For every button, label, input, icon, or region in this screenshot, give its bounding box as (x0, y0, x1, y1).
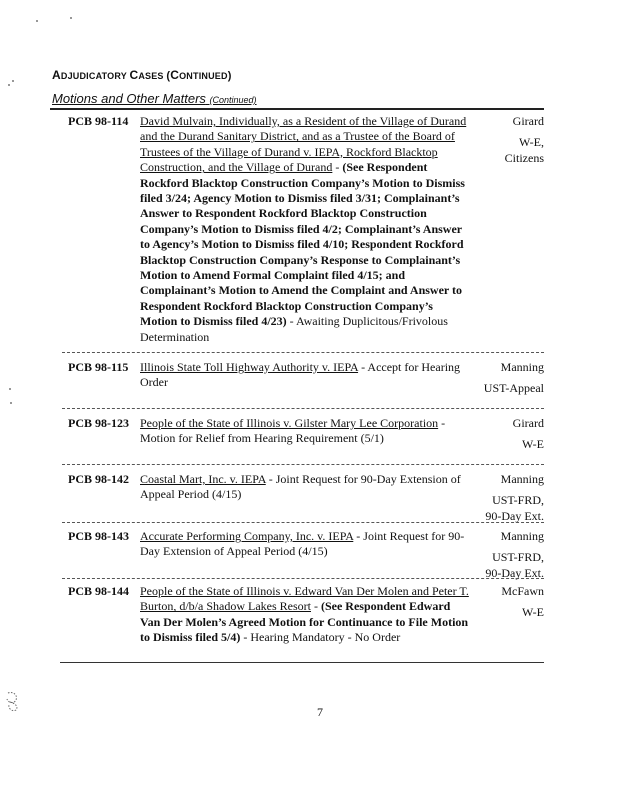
scan-speck (70, 17, 72, 19)
case-category: UST-FRD, (492, 550, 544, 565)
hearing-officer: McFawn (501, 584, 544, 598)
case-description: Accurate Performing Company, Inc. v. IEPA - Joint Request for 90-Day Extension of Appeal Period (4/15) (140, 529, 465, 559)
case-meta (472, 529, 544, 581)
case-filings: (See Respondent Edward Van Der Molen’s Agreed Motion for Continuance to File Motion to Dismiss filed 5/4) (140, 599, 469, 645)
case-description: Illinois State Toll Highway Authority v. IEPA - Accept for Hearing Order (140, 360, 461, 390)
case-description: People of the State of Illinois v. Edward Van Der Molen and Peter T. Burton, d/b/a Shadow Lakes Resort - (See Respondent Edward Van Der Molen’s Agreed Motion for Continuance to File Motion to Dismiss filed 5/4) - Hearing Mandatory - No Order (140, 584, 469, 645)
case-status: Accept for Hearing Order (140, 360, 461, 390)
case-number: PCB 98-115 (68, 360, 129, 374)
subheader-continued: (Continued) (209, 95, 257, 105)
case-category: UST-Appeal (483, 381, 544, 396)
case-entry (50, 584, 544, 648)
case-filings: (See Respondent Rockford Blacktop Construction Company’s Motion to Dismiss filed 3/24; Agency Motion to Dismiss filed 3/31; Complainant’s Answer to Respondent Rockford Blacktop Construction Company’s Motion to Dismiss filed 4/2; Complainant’s Answer to Agency’s Motion to Dismiss filed 4/10; Respondent Rockford Blacktop Construction Company’s Response to Complainant’s Motion to Amend Formal Complaint filed 4/15; and Complainant’s Motion to Amend the Complaint and Answer to Respondent Rockford Blacktop Construction Company’s Motion to Dismiss filed 4/23) (140, 160, 465, 329)
case-status: - Awaiting Duplicitous/Frivolous Determination (140, 314, 448, 344)
scan-speck (9, 388, 11, 390)
case-status: Joint Request for 90-Day Extension of Appeal Period (4/15) (140, 472, 461, 502)
case-title: People of the State of Illinois v. Edward Van Der Molen and Peter T. Burton, d/b/a Shadow Lakes Resort (140, 584, 469, 614)
case-description: Coastal Mart, Inc. v. IEPA - Joint Request for 90-Day Extension of Appeal Period (4/15) (140, 472, 461, 502)
case-entry (50, 360, 544, 394)
hearing-officer: Manning (500, 360, 544, 374)
section-subheader (52, 91, 542, 106)
case-number: PCB 98-114 (68, 114, 129, 128)
hearing-officer: Manning (500, 472, 544, 486)
scan-speck (12, 80, 14, 82)
case-meta (472, 114, 544, 166)
page-number: 7 (317, 705, 323, 719)
scan-speck (8, 84, 10, 86)
case-number: PCB 98-143 (68, 529, 129, 543)
case-meta (472, 472, 544, 524)
scan-speck (10, 402, 12, 404)
case-number: PCB 98-142 (68, 472, 129, 486)
case-entry (50, 529, 544, 580)
case-title: Coastal Mart, Inc. v. IEPA (140, 472, 266, 486)
case-separator (62, 578, 544, 579)
case-separator (62, 408, 544, 409)
hearing-officer: Girard (512, 114, 544, 128)
case-title: Accurate Performing Company, Inc. v. IEPA (140, 529, 354, 543)
case-title: Illinois State Toll Highway Authority v. IEPA (140, 360, 359, 374)
case-entry (50, 114, 544, 344)
case-separator (62, 522, 544, 523)
scan-speck (36, 20, 38, 22)
case-status: Joint Request for 90-Day Extension of Appeal Period (4/15) (140, 529, 465, 559)
case-category: W-E (522, 605, 544, 620)
case-category-2: 90-Day Ext. (485, 565, 544, 580)
case-category: W-E, (519, 135, 544, 150)
case-category-2: Citizens (504, 150, 544, 165)
case-status: Motion for Relief from Hearing Requirement (5/1) (140, 431, 384, 446)
case-category: UST-FRD, (492, 493, 544, 508)
case-description: David Mulvain, Individually, as a Resident of the Village of Durand and the Durand Sanitary District, and as a Trustee of the Board of Trustees of the Village of Durand v. IEPA, Rockford Blacktop Construction, and the Village of Durand - (See Respondent Rockford Blacktop Construction Company’s Motion to Dismiss filed 3/24; Agency Motion to Dismiss filed 3/31; Complainant’s Answer to Respondent Rockford Blacktop Construction Company’s Motion to Dismiss filed 4/2; Complainant’s Answer to Agency’s Motion to Dismiss filed 4/10; Respondent Rockford Blacktop Construction Company’s Response to Complainant’s Motion to Amend Formal Complaint filed 4/15; and Complainant’s Motion to Amend the Complaint and Answer to Respondent Rockford Blacktop Construction Company’s Motion to Dismiss filed 4/23) - Awaiting Duplicitous/Frivolous Determination (140, 114, 467, 344)
hearing-officer: Girard (512, 416, 544, 430)
case-category-2: 90-Day Ext. (485, 508, 544, 523)
case-meta (472, 416, 544, 453)
case-meta (472, 584, 544, 621)
case-title: David Mulvain, Individually, as a Resident of the Village of Durand and the Durand Sanitary District, and as a Trustee of the Board of Trustees of the Village of Durand v. IEPA, Rockford Blacktop Construction, and the Village of Durand (140, 114, 467, 175)
section-header: ADJUDICATORY CASES (CONTINUED) (52, 68, 232, 82)
case-separator (62, 352, 544, 353)
case-status: - Hearing Mandatory - No Order (240, 630, 401, 645)
case-meta (472, 360, 544, 397)
section-end-rule (60, 662, 544, 663)
hearing-officer: Manning (500, 529, 544, 543)
case-description: People of the State of Illinois v. Gilster Mary Lee Corporation - Motion for Relief from Hearing Requirement (5/1) (140, 416, 446, 446)
case-title: People of the State of Illinois v. Gilster Mary Lee Corporation (140, 416, 439, 430)
case-entry (50, 472, 544, 523)
subheader-title: Motions and Other Matters (52, 91, 206, 106)
case-separator (62, 464, 544, 465)
case-number: PCB 98-123 (68, 416, 129, 430)
case-category: W-E (522, 437, 544, 452)
header-rule (50, 108, 544, 110)
case-entry (50, 416, 544, 450)
case-number: PCB 98-144 (68, 584, 129, 598)
